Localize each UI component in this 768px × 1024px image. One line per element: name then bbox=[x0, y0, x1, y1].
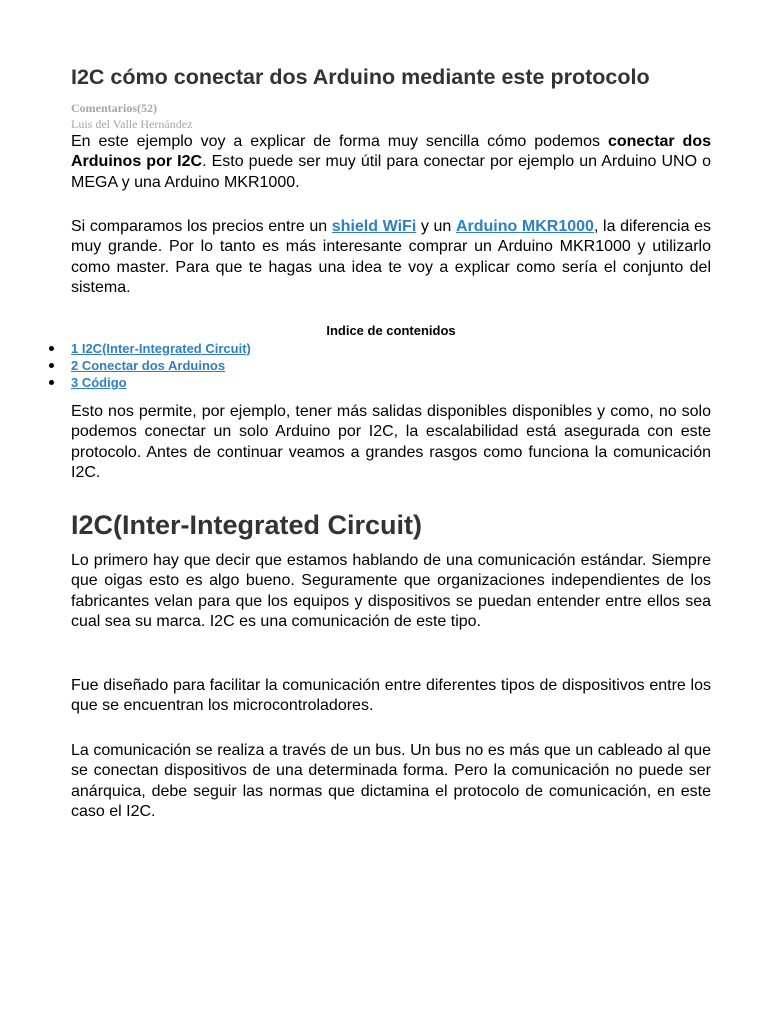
text-span: Si comparamos los precios entre un bbox=[71, 218, 332, 235]
toc-link-conectar[interactable]: 2 Conectar dos Arduinos bbox=[71, 358, 226, 373]
toc-link-i2c[interactable]: 1 I2C(Inter-Integrated Circuit) bbox=[71, 341, 251, 356]
toc-item bbox=[71, 340, 251, 357]
toc-link-codigo[interactable]: 3 Código bbox=[71, 375, 127, 390]
intro-paragraph-1 bbox=[71, 132, 711, 193]
toc-title: Indice de contenidos bbox=[326, 323, 456, 338]
shield-wifi-link[interactable]: shield WiFi bbox=[331, 218, 417, 235]
toc-item bbox=[71, 357, 251, 374]
body-paragraph-4: La comunicación se realiza a través de un bus. Un bus no es más que un cableado al que se conectan dispositivos de una determinada forma. Pero la comunicación no puede ser anárquica, debe seguir las normas que dictamina el protocolo de comunicación, en este caso el I2C. bbox=[71, 742, 711, 821]
toc-item bbox=[71, 374, 251, 391]
intro-paragraph-2 bbox=[71, 217, 711, 299]
table-of-contents bbox=[71, 340, 251, 391]
body-paragraph-2: Lo primero hay que decir que estamos hablando de una comunicación estándar. Siempre que oigas esto es algo bueno. Seguramente que organizaciones independientes de los fabricantes velan para que los equipos y dispositivos se puedan entender entre ellos sea cual sea su marca. I2C es una comunicación de este tipo. bbox=[71, 552, 711, 631]
arduino-mkr1000-link[interactable]: Arduino MKR1000 bbox=[455, 218, 594, 235]
author-name: Luis del Valle Hernández bbox=[71, 117, 193, 131]
bold-text: conectar dos Arduinos por I2C bbox=[71, 133, 712, 171]
text-span: En este ejemplo voy a explicar de forma muy sencilla cómo podemos bbox=[71, 133, 608, 150]
section-heading: I2C(Inter-Integrated Circuit) bbox=[71, 510, 423, 540]
body-paragraph-1: Esto nos permite, por ejemplo, tener más salidas disponibles disponibles y como, no solo podemos conectar un solo Arduino por I2C, la escalabilidad está asegurada con este protocolo. Antes de continuar veamos a grandes rasgos como funciona la comunicación I2C. bbox=[71, 403, 711, 482]
text-span: , la diferencia es muy grande. Por lo tanto es más interesante comprar un Arduino MKR1000 y utilizarlo como master. Para que te hagas una idea te voy a explicar como sería el conjunto del sistema. bbox=[71, 218, 712, 297]
comments-count[interactable]: Comentarios(52) bbox=[71, 101, 157, 115]
text-span: y un bbox=[416, 218, 456, 235]
page-title: I2C cómo conectar dos Arduino mediante este protocolo bbox=[71, 65, 650, 89]
body-paragraph-3: Fue diseñado para facilitar la comunicación entre diferentes tipos de dispositivos entre los que se encuentran los microcontroladores. bbox=[71, 677, 711, 715]
text-span: . Esto puede ser muy útil para conectar por ejemplo un Arduino UNO o MEGA y una Arduino MKR1000. bbox=[71, 153, 712, 191]
